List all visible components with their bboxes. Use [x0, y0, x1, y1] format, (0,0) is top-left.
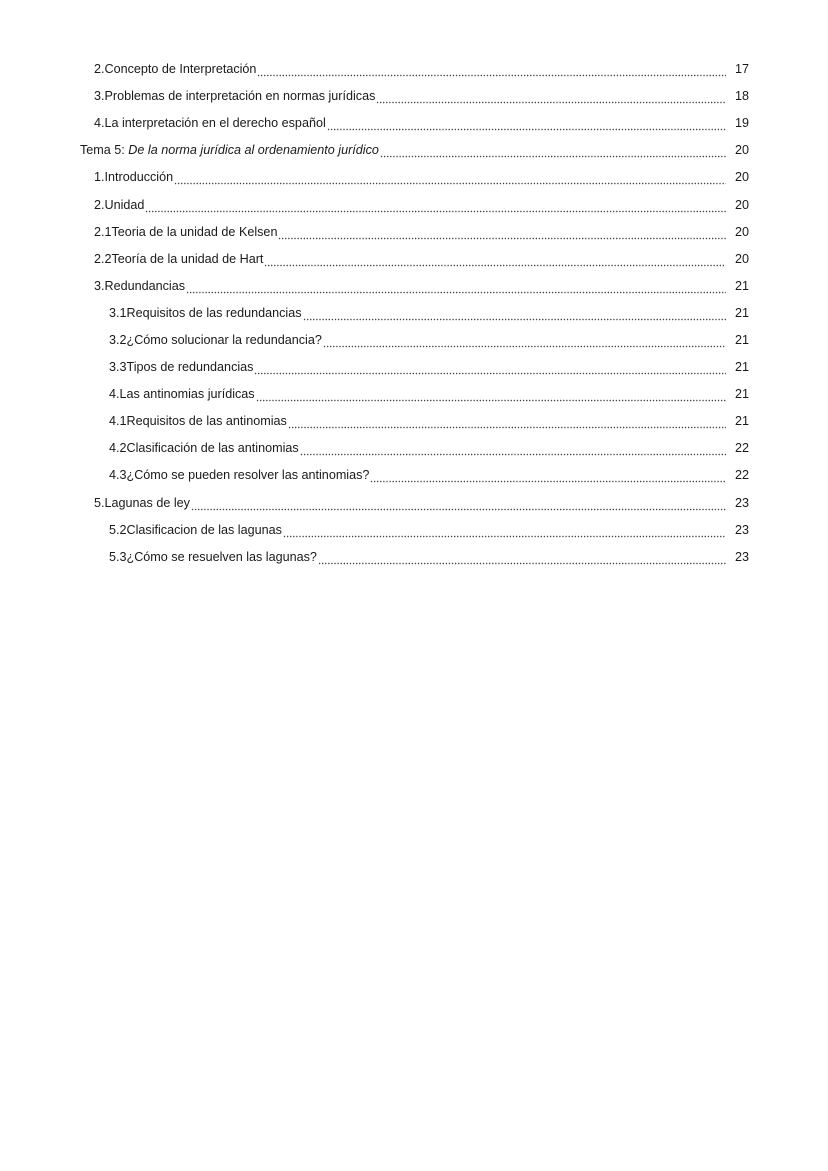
toc-entry-label: 2.Unidad: [94, 197, 145, 212]
toc-page-number: 20: [734, 143, 749, 158]
toc-subentry[interactable]: [0, 544, 828, 571]
toc-subentry[interactable]: [0, 381, 828, 408]
toc-entry-label: 3.Problemas de interpretación en normas jurídicas: [94, 89, 376, 104]
toc-page-number: 19: [734, 116, 749, 131]
toc-page-number: 21: [734, 387, 749, 402]
toc-entry[interactable]: [0, 56, 828, 83]
toc-entry-label: 5.Lagunas de ley: [94, 495, 190, 510]
toc-page-number: 21: [734, 332, 749, 347]
toc-entry-label: 3.2¿Cómo solucionar la redundancia?: [109, 332, 322, 347]
toc-dot-leader: [288, 408, 726, 435]
toc-subentry[interactable]: [0, 408, 828, 435]
toc-subentry[interactable]: [0, 300, 828, 327]
toc-entry[interactable]: [0, 191, 828, 218]
toc-entry[interactable]: [0, 219, 828, 246]
toc-entry-label: 5.3¿Cómo se resuelven las lagunas?: [109, 549, 317, 564]
toc-dot-leader: [300, 435, 726, 462]
toc-entry[interactable]: [0, 110, 828, 137]
toc-entry-label: 4.3¿Cómo se pueden resolver las antinomias?: [109, 468, 370, 483]
toc-entry-label: 2.2Teoría de la unidad de Hart: [94, 251, 264, 266]
toc-dot-leader: [145, 192, 726, 219]
toc-entry-label: 3.1Requisitos de las redundancias: [109, 305, 302, 320]
toc-dot-leader: [323, 327, 726, 354]
table-of-contents: [0, 56, 828, 571]
toc-entry[interactable]: [0, 246, 828, 273]
toc-dot-leader: [380, 137, 726, 164]
toc-entry[interactable]: [0, 273, 828, 300]
toc-dot-leader: [283, 517, 726, 544]
toc-entry-label: 4.1Requisitos de las antinomias: [109, 414, 287, 429]
toc-entry[interactable]: [0, 164, 828, 191]
toc-page-number: 18: [734, 89, 749, 104]
toc-entry-label: 2.1Teoria de la unidad de Kelsen: [94, 224, 278, 239]
toc-entry-label: 4.La interpretación en el derecho español: [94, 116, 326, 131]
toc-page-number: 21: [734, 360, 749, 375]
toc-page-number: 23: [734, 522, 749, 537]
toc-page-number: 22: [734, 468, 749, 483]
toc-entry[interactable]: [0, 490, 828, 517]
toc-subentry[interactable]: [0, 462, 828, 489]
toc-entry-label: 5.2Clasificacion de las lagunas: [109, 522, 282, 537]
toc-entry-label: 1.Introducción: [94, 170, 174, 185]
toc-entry-label: 2.Concepto de Interpretación: [94, 62, 257, 77]
toc-subentry[interactable]: [0, 354, 828, 381]
toc-page-number: 20: [734, 197, 749, 212]
toc-page-number: 23: [734, 549, 749, 564]
toc-subentry[interactable]: [0, 517, 828, 544]
toc-entry[interactable]: [0, 83, 828, 110]
toc-dot-leader: [257, 56, 726, 83]
toc-dot-leader: [254, 354, 726, 381]
toc-page-number: 23: [734, 495, 749, 510]
toc-page-number: 20: [734, 251, 749, 266]
toc-page-number: 20: [734, 224, 749, 239]
toc-page-number: 22: [734, 441, 749, 456]
toc-subentry[interactable]: [0, 327, 828, 354]
toc-page-number: 21: [734, 414, 749, 429]
toc-dot-leader: [174, 164, 726, 191]
toc-chapter-title: De la norma jurídica al ordenamiento jurídico: [128, 143, 379, 158]
toc-chapter-label: [80, 137, 379, 164]
toc-chapter-prefix: Tema 5:: [80, 143, 129, 158]
toc-entry-label: 4.Las antinomias jurídicas: [109, 387, 255, 402]
toc-dot-leader: [256, 381, 726, 408]
toc-dot-leader: [278, 219, 726, 246]
toc-dot-leader: [318, 544, 726, 571]
toc-entry-label: 4.2Clasificación de las antinomias: [109, 441, 299, 456]
toc-page-number: 21: [734, 305, 749, 320]
toc-dot-leader: [376, 83, 726, 110]
toc-page-number: 21: [734, 278, 749, 293]
toc-entry-label: 3.Redundancias: [94, 278, 186, 293]
toc-page-number: 20: [734, 170, 749, 185]
toc-page-number: 17: [734, 62, 749, 77]
toc-dot-leader: [186, 273, 726, 300]
toc-dot-leader: [264, 246, 726, 273]
toc-dot-leader: [370, 462, 726, 489]
toc-subentry[interactable]: [0, 435, 828, 462]
toc-dot-leader: [327, 110, 726, 137]
toc-dot-leader: [191, 490, 726, 517]
toc-entry-label: 3.3Tipos de redundancias: [109, 360, 254, 375]
toc-chapter-entry[interactable]: [0, 137, 828, 164]
toc-dot-leader: [303, 300, 726, 327]
